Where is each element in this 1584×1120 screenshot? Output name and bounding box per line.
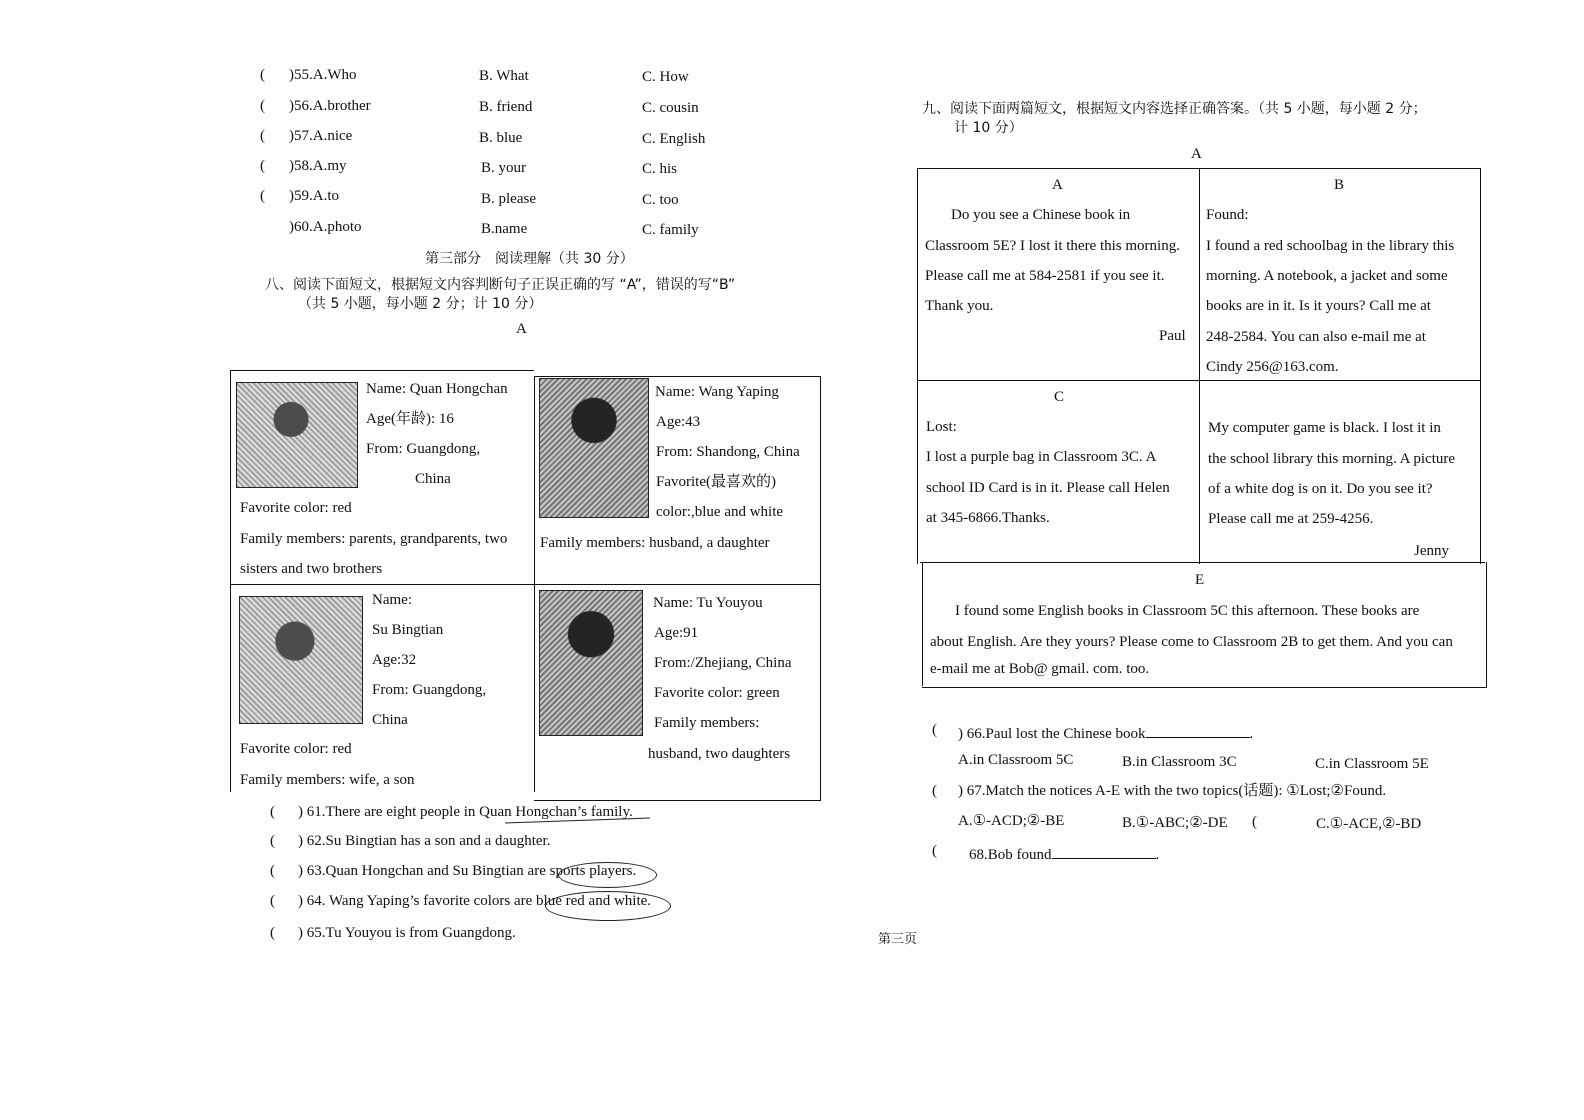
paren: ( xyxy=(260,128,265,144)
page-number: 第三页 xyxy=(878,932,918,947)
handwritten-circle xyxy=(558,862,657,888)
notice-d-line3: of a white dog is on it. Do you see it? xyxy=(1208,481,1433,497)
notice-e-line1: I found some English books in Classroom 5C this afternoon. These books are xyxy=(955,603,1420,619)
p2-name: Name: Wang Yaping xyxy=(655,384,779,400)
question-68-text: 68.Bob found xyxy=(969,847,1052,863)
notice-e-label: E xyxy=(1195,572,1205,588)
notice-a-line4: Thank you. xyxy=(925,298,994,314)
answer-blank[interactable] xyxy=(1146,723,1250,738)
question-65: ) 65.Tu Youyou is from Guangdong. xyxy=(298,925,516,941)
cloze-57-c: C. English xyxy=(642,131,706,147)
question-68: 68.Bob found . xyxy=(969,844,1159,863)
q67-option-b: B.①-ABC;②-DE xyxy=(1122,815,1228,831)
notice-c-label: C xyxy=(1054,389,1065,405)
p1-age: Age(年龄): 16 xyxy=(366,411,454,427)
cloze-58-a: )58.A.my xyxy=(289,158,347,174)
notice-d-line4: Please call me at 259-4256. xyxy=(1208,511,1374,527)
q67-option-a: A.①-ACD;②-BE xyxy=(958,813,1065,829)
section8-scoring: （共 5 小题，每小题 2 分；计 10 分） xyxy=(298,296,543,312)
p4-from: From:/Zhejiang, China xyxy=(654,655,792,671)
p1-from-country: China xyxy=(415,471,451,487)
p1-color: Favorite color: red xyxy=(240,500,352,516)
passage-label: A xyxy=(1191,146,1202,162)
question-64: ) 64. Wang Yaping’s favorite colors are blue red and white. xyxy=(298,893,652,909)
cloze-58-c: C. his xyxy=(642,161,678,177)
p1-family: Family members: parents, grandparents, two xyxy=(240,531,508,547)
p4-age: Age:91 xyxy=(654,625,699,641)
paren: ( xyxy=(260,158,265,174)
notice-b-line2: I found a red schoolbag in the library this xyxy=(1206,238,1455,254)
cloze-60-b: B.name xyxy=(481,221,528,237)
p2-favorite: Favorite(最喜欢的) xyxy=(656,474,776,490)
p3-name: Su Bingtian xyxy=(372,622,444,638)
notice-a-line3: Please call me at 584-2581 if you see it. xyxy=(925,268,1165,284)
handwritten-circle xyxy=(545,891,671,921)
notice-b-line3: morning. A notebook, a jacket and some xyxy=(1206,268,1448,284)
notice-d-line2: the school library this morning. A picture xyxy=(1208,451,1456,467)
p4-family: Family members: xyxy=(654,715,760,731)
question-66: ) 66.Paul lost the Chinese book . xyxy=(958,723,1253,742)
p3-from-country: China xyxy=(372,712,408,728)
p4-color: Favorite color: green xyxy=(654,685,780,701)
notice-b-line1: Found: xyxy=(1206,207,1249,223)
cloze-58-b: B. your xyxy=(481,160,526,176)
question-62: ) 62.Su Bingtian has a son and a daughter. xyxy=(298,833,551,849)
p3-family: Family members: wife, a son xyxy=(240,772,415,788)
p1-family-cont: sisters and two brothers xyxy=(240,561,383,577)
cloze-59-c: C. too xyxy=(642,192,679,208)
cloze-56-c: C. cousin xyxy=(642,100,699,116)
cloze-55-b: B. What xyxy=(479,68,529,84)
p2-family: Family members: husband, a daughter xyxy=(540,535,770,551)
answer-blank[interactable] xyxy=(1052,844,1156,859)
notice-b-line5: 248-2584. You can also e-mail me at xyxy=(1206,329,1426,345)
notice-d-line1: My computer game is black. I lost it in xyxy=(1208,420,1441,436)
notice-e-line2: about English. Are they yours? Please come to Classroom 2B to get them. And you can xyxy=(930,634,1453,650)
notice-a-line1: Do you see a Chinese book in xyxy=(951,207,1131,223)
p4-family-cont: husband, two daughters xyxy=(648,746,791,762)
p4-name: Name: Tu Youyou xyxy=(653,595,763,611)
q67-option-c: C.①-ACE,②-BD xyxy=(1316,816,1422,832)
notice-a-line2: Classroom 5E? I lost it there this morning. xyxy=(925,238,1180,254)
q66-option-b: B.in Classroom 3C xyxy=(1122,754,1237,770)
p1-name: Name: Quan Hongchan xyxy=(366,381,508,397)
question-66-text: ) 66.Paul lost the Chinese book xyxy=(958,726,1146,742)
notice-c-line2: I lost a purple bag in Classroom 3C. A xyxy=(926,449,1157,465)
cloze-55-a: )55.A.Who xyxy=(289,67,357,83)
paren: ( xyxy=(260,98,265,114)
q66-option-c: C.in Classroom 5E xyxy=(1315,756,1429,772)
photo-tu-youyou xyxy=(539,590,643,736)
notice-c-line1: Lost: xyxy=(926,419,957,435)
paren: ( xyxy=(260,188,265,204)
notice-a-signature: Paul xyxy=(1159,328,1186,344)
cloze-59-a: )59.A.to xyxy=(289,188,339,204)
photo-su-bingtian xyxy=(239,596,363,724)
cloze-57-a: )57.A.nice xyxy=(289,128,353,144)
cloze-59-b: B. please xyxy=(481,191,536,207)
p1-from: From: Guangdong, xyxy=(366,441,481,457)
cloze-60-c: C. family xyxy=(642,222,699,238)
p2-age: Age:43 xyxy=(656,414,701,430)
paren: ( xyxy=(260,67,265,83)
notice-b-line4: books are in it. Is it yours? Call me at xyxy=(1206,298,1431,314)
section9-instruction: 九、阅读下面两篇短文，根据短文内容选择正确答案。（共 5 小题，每小题 2 分； xyxy=(922,101,1427,117)
cloze-55-c: C. How xyxy=(642,69,689,85)
p2-color: color:,blue and white xyxy=(656,504,784,520)
cloze-56-a: )56.A.brother xyxy=(289,98,371,114)
cloze-56-b: B. friend xyxy=(479,99,533,115)
photo-wang-yaping xyxy=(539,378,649,518)
cloze-57-b: B. blue xyxy=(479,130,523,146)
photo-quan-hongchan xyxy=(236,382,358,488)
notice-c-line4: at 345-6866.Thanks. xyxy=(926,510,1050,526)
cloze-60-a: )60.A.photo xyxy=(289,219,362,235)
p3-name-label: Name: xyxy=(372,592,412,608)
question-67: ) 67.Match the notices A-E with the two topics(话题): ①Lost;②Found. xyxy=(958,783,1387,799)
question-61: ) 61.There are eight people in Quan Hongchan’s family. xyxy=(298,804,633,820)
passage-label: A xyxy=(516,321,527,337)
notice-b-line6: Cindy 256@163.com. xyxy=(1206,359,1339,375)
notice-c-line3: school ID Card is in it. Please call Helen xyxy=(926,480,1170,496)
part3-title: 第三部分 阅读理解（共 30 分） xyxy=(425,251,634,267)
p2-from: From: Shandong, China xyxy=(656,444,800,460)
section8-instruction: 八、阅读下面短文，根据短文内容判断句子正误正确的写 “A”，错误的写“B” xyxy=(265,277,736,293)
notice-d-signature: Jenny xyxy=(1414,543,1449,559)
p3-color: Favorite color: red xyxy=(240,741,352,757)
question-63: ) 63.Quan Hongchan and Su Bingtian are sports players. xyxy=(298,863,637,879)
q66-option-a: A.in Classroom 5C xyxy=(958,752,1074,768)
notice-b-label: B xyxy=(1334,177,1345,193)
notice-e-line3: e-mail me at Bob@ gmail. com. too. xyxy=(930,661,1150,677)
section9-scoring: 计 10 分） xyxy=(954,120,1023,136)
notice-a-label: A xyxy=(1052,177,1063,193)
p3-from: From: Guangdong, xyxy=(372,682,487,698)
p3-age: Age:32 xyxy=(372,652,417,668)
